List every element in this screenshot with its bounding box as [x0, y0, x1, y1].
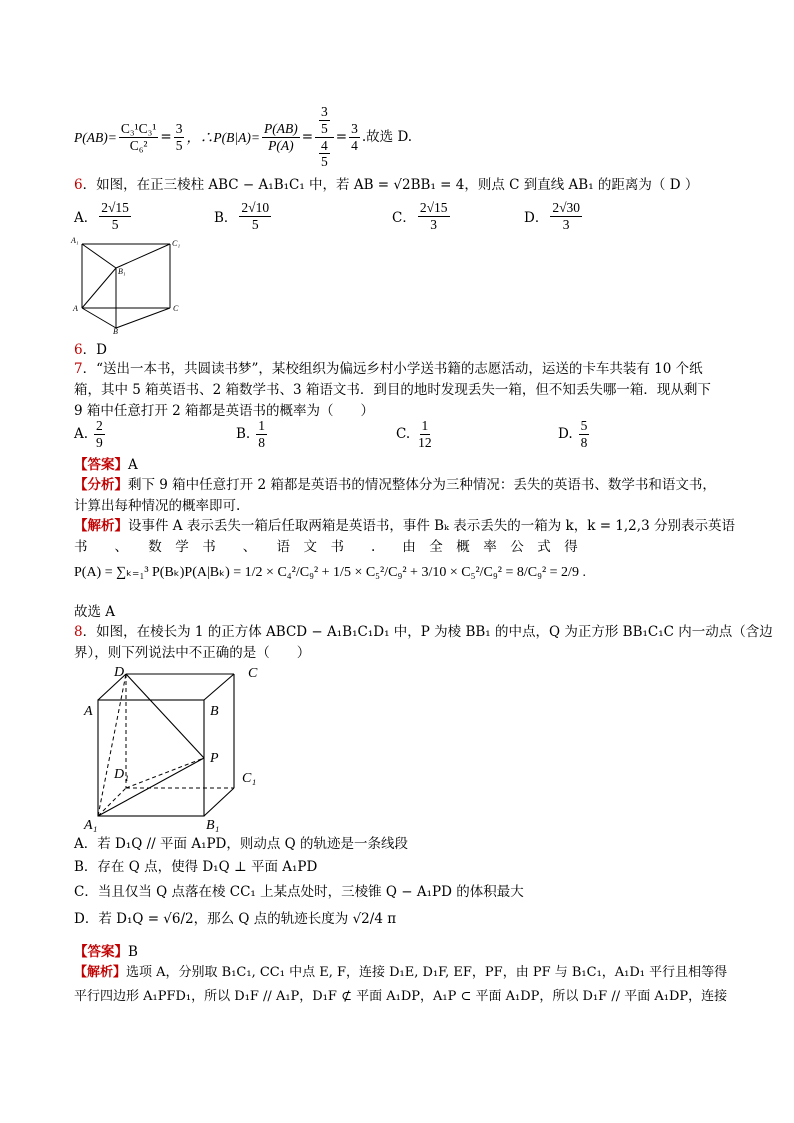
q8-stem: 8．如图，在棱长为 1 的正方体 ABCD − A₁B₁C₁D₁ 中，P 为棱 BB₁ 的中点，Q 为正方形 BB₁C₁C 内一动点（含边 界），则下列说法中不正确的是（ ）	[74, 624, 773, 661]
question-number: 8	[74, 624, 83, 640]
label-c: C	[173, 304, 179, 313]
label-p: P	[210, 751, 219, 766]
q7-options	[74, 418, 714, 458]
label-b: B	[113, 327, 118, 334]
label-b1: B₁	[206, 818, 220, 832]
q6-options	[74, 200, 674, 236]
q6-option-b: B． $\frac{2√10}{5}$	[214, 200, 270, 232]
label-d1: D₁	[114, 767, 129, 782]
q7-formula: P(A) = ∑ₖ₌₁³ P(Bₖ)P(A|Bₖ) = 1/2 × C₄²/C₉² + 1/5 × C₅²/C₉² + 3/10 × C₅²/C₉² = 8/C₉² = 2/9 .	[74, 565, 586, 580]
q7-option-b: B. $\frac{1}{8}$	[236, 418, 265, 450]
q8-option-b: B．存在 Q 点，使得 D₁Q ⊥ 平面 A₁PD	[74, 859, 318, 875]
q6-option-a: A． $\frac{2√15}{5}$	[74, 200, 129, 232]
formula-lhs: P(AB)=	[74, 129, 117, 145]
q6-option-c: C． $\frac{2√15}{3}$	[392, 200, 448, 232]
label-c1: C₁	[242, 771, 257, 786]
q8-answer: 【答案】B	[74, 944, 138, 960]
fraction: $\frac{3}{5}$	[175, 120, 183, 153]
q8-solution: 【解析】选项 A，分别取 B₁C₁, CC₁ 中点 E, F，连接 D₁E, D₁F, EF，PF，由 PF 与 B₁C₁，A₁D₁ 平行且相等得 平行四边形 A₁PFD₁，所以 D₁F // A₁P，D₁F ⊄ 平面 A₁DP，A₁P ⊂ 平面 A₁DP，所以 D₁F // 平面 A₁DP，连接	[74, 965, 728, 1004]
q6-prism-figure	[70, 234, 195, 334]
question-number: 7	[74, 361, 83, 377]
label-d: D	[114, 665, 125, 680]
label-a: A	[84, 704, 93, 719]
question-number: 6	[74, 177, 83, 193]
label-b: B	[210, 704, 219, 719]
q7-stem: 7．“送出一本书，共圆读书梦”，某校组织为偏远乡村小学送书籍的志愿活动，运送的卡车共装有 10 个纸 箱，其中 5 箱英语书、2 箱数学书、3 箱语文书．到目的地时发现丢失一箱，但不知丢失哪一箱．现从剩下 9 箱中任意打开 2 箱都是英语书的概率为（ ）	[74, 361, 711, 419]
q7-solution: 【解析】设事件 A 表示丢失一箱后任取两箱是英语书，事件 Bₖ 表示丢失的一箱为 k，k = 1,2,3 分别表示英语 书 、 数 学 书 、 语 文 书 . 由 全 概 率 公 式 得	[74, 518, 735, 555]
q6-option-d: D． $\frac{2√30}{3}$	[524, 200, 580, 232]
q6-stem: 6．如图，在正三棱柱 ABC − A₁B₁C₁ 中，若 AB = √2BB₁ = 4，则点 C 到直线 AB₁ 的距离为（ D ）	[74, 177, 699, 193]
label-a1: A₁	[71, 236, 79, 245]
q8-options	[74, 834, 524, 939]
label-a1: A₁	[84, 818, 98, 832]
q7-conclusion: 故选 A	[74, 604, 116, 620]
q8-option-d: D．若 D₁Q = √6/2，那么 Q 点的轨迹长度为 √2/4 π	[74, 911, 397, 927]
top-formula: P(AB)= $\frac{\text{C₃¹C₃¹}}{\text{C₆²}}$ = $\frac{3}{5}$ ，∴P(B|A)= $\frac{P(AB)}{P(A)}$ = $\frac{\frac{3}{5}}{\frac{4}{5}}$ = $\frac{3}{4}$ .故选 D.	[74, 104, 413, 170]
label-a: A	[73, 304, 78, 313]
q8-option-a: A．若 D₁Q // 平面 A₁PD，则动点 Q 的轨迹是一条线段	[74, 836, 409, 852]
fraction: $\frac{P(AB)}{P(A)}$	[264, 120, 298, 153]
label-c: C	[248, 666, 258, 681]
q7-option-d: D. $\frac{5}{8}$	[558, 418, 588, 450]
q8-option-c: C．当且仅当 Q 点落在棱 CC₁ 上某点处时，三棱锥 Q − A₁PD 的体积最大	[74, 884, 524, 900]
label-b1: B₁	[118, 267, 126, 276]
fraction: $\frac{\text{C₃¹C₃¹}}{\text{C₆²}}$	[120, 120, 157, 153]
q8-cube-figure	[80, 662, 270, 832]
q7-option-a: A. $\frac{2}{9}$	[74, 418, 103, 450]
q7-answer: 【答案】A	[74, 457, 138, 473]
label-c1: C₁	[172, 239, 181, 248]
fraction: $\frac{3}{4}$	[351, 120, 358, 153]
q6-answer: 6．D	[74, 342, 107, 358]
q7-option-c: C. $\frac{1}{12}$	[396, 418, 432, 450]
compound-fraction: $\frac{\frac{3}{5}}{\frac{4}{5}}$	[315, 104, 334, 169]
q7-analysis: 【分析】剩下 9 箱中任意打开 2 箱都是英语书的情况整体分为三种情况：丢失的英语书、数学书和语文书， 计算出每种情况的概率即可.	[74, 477, 716, 514]
